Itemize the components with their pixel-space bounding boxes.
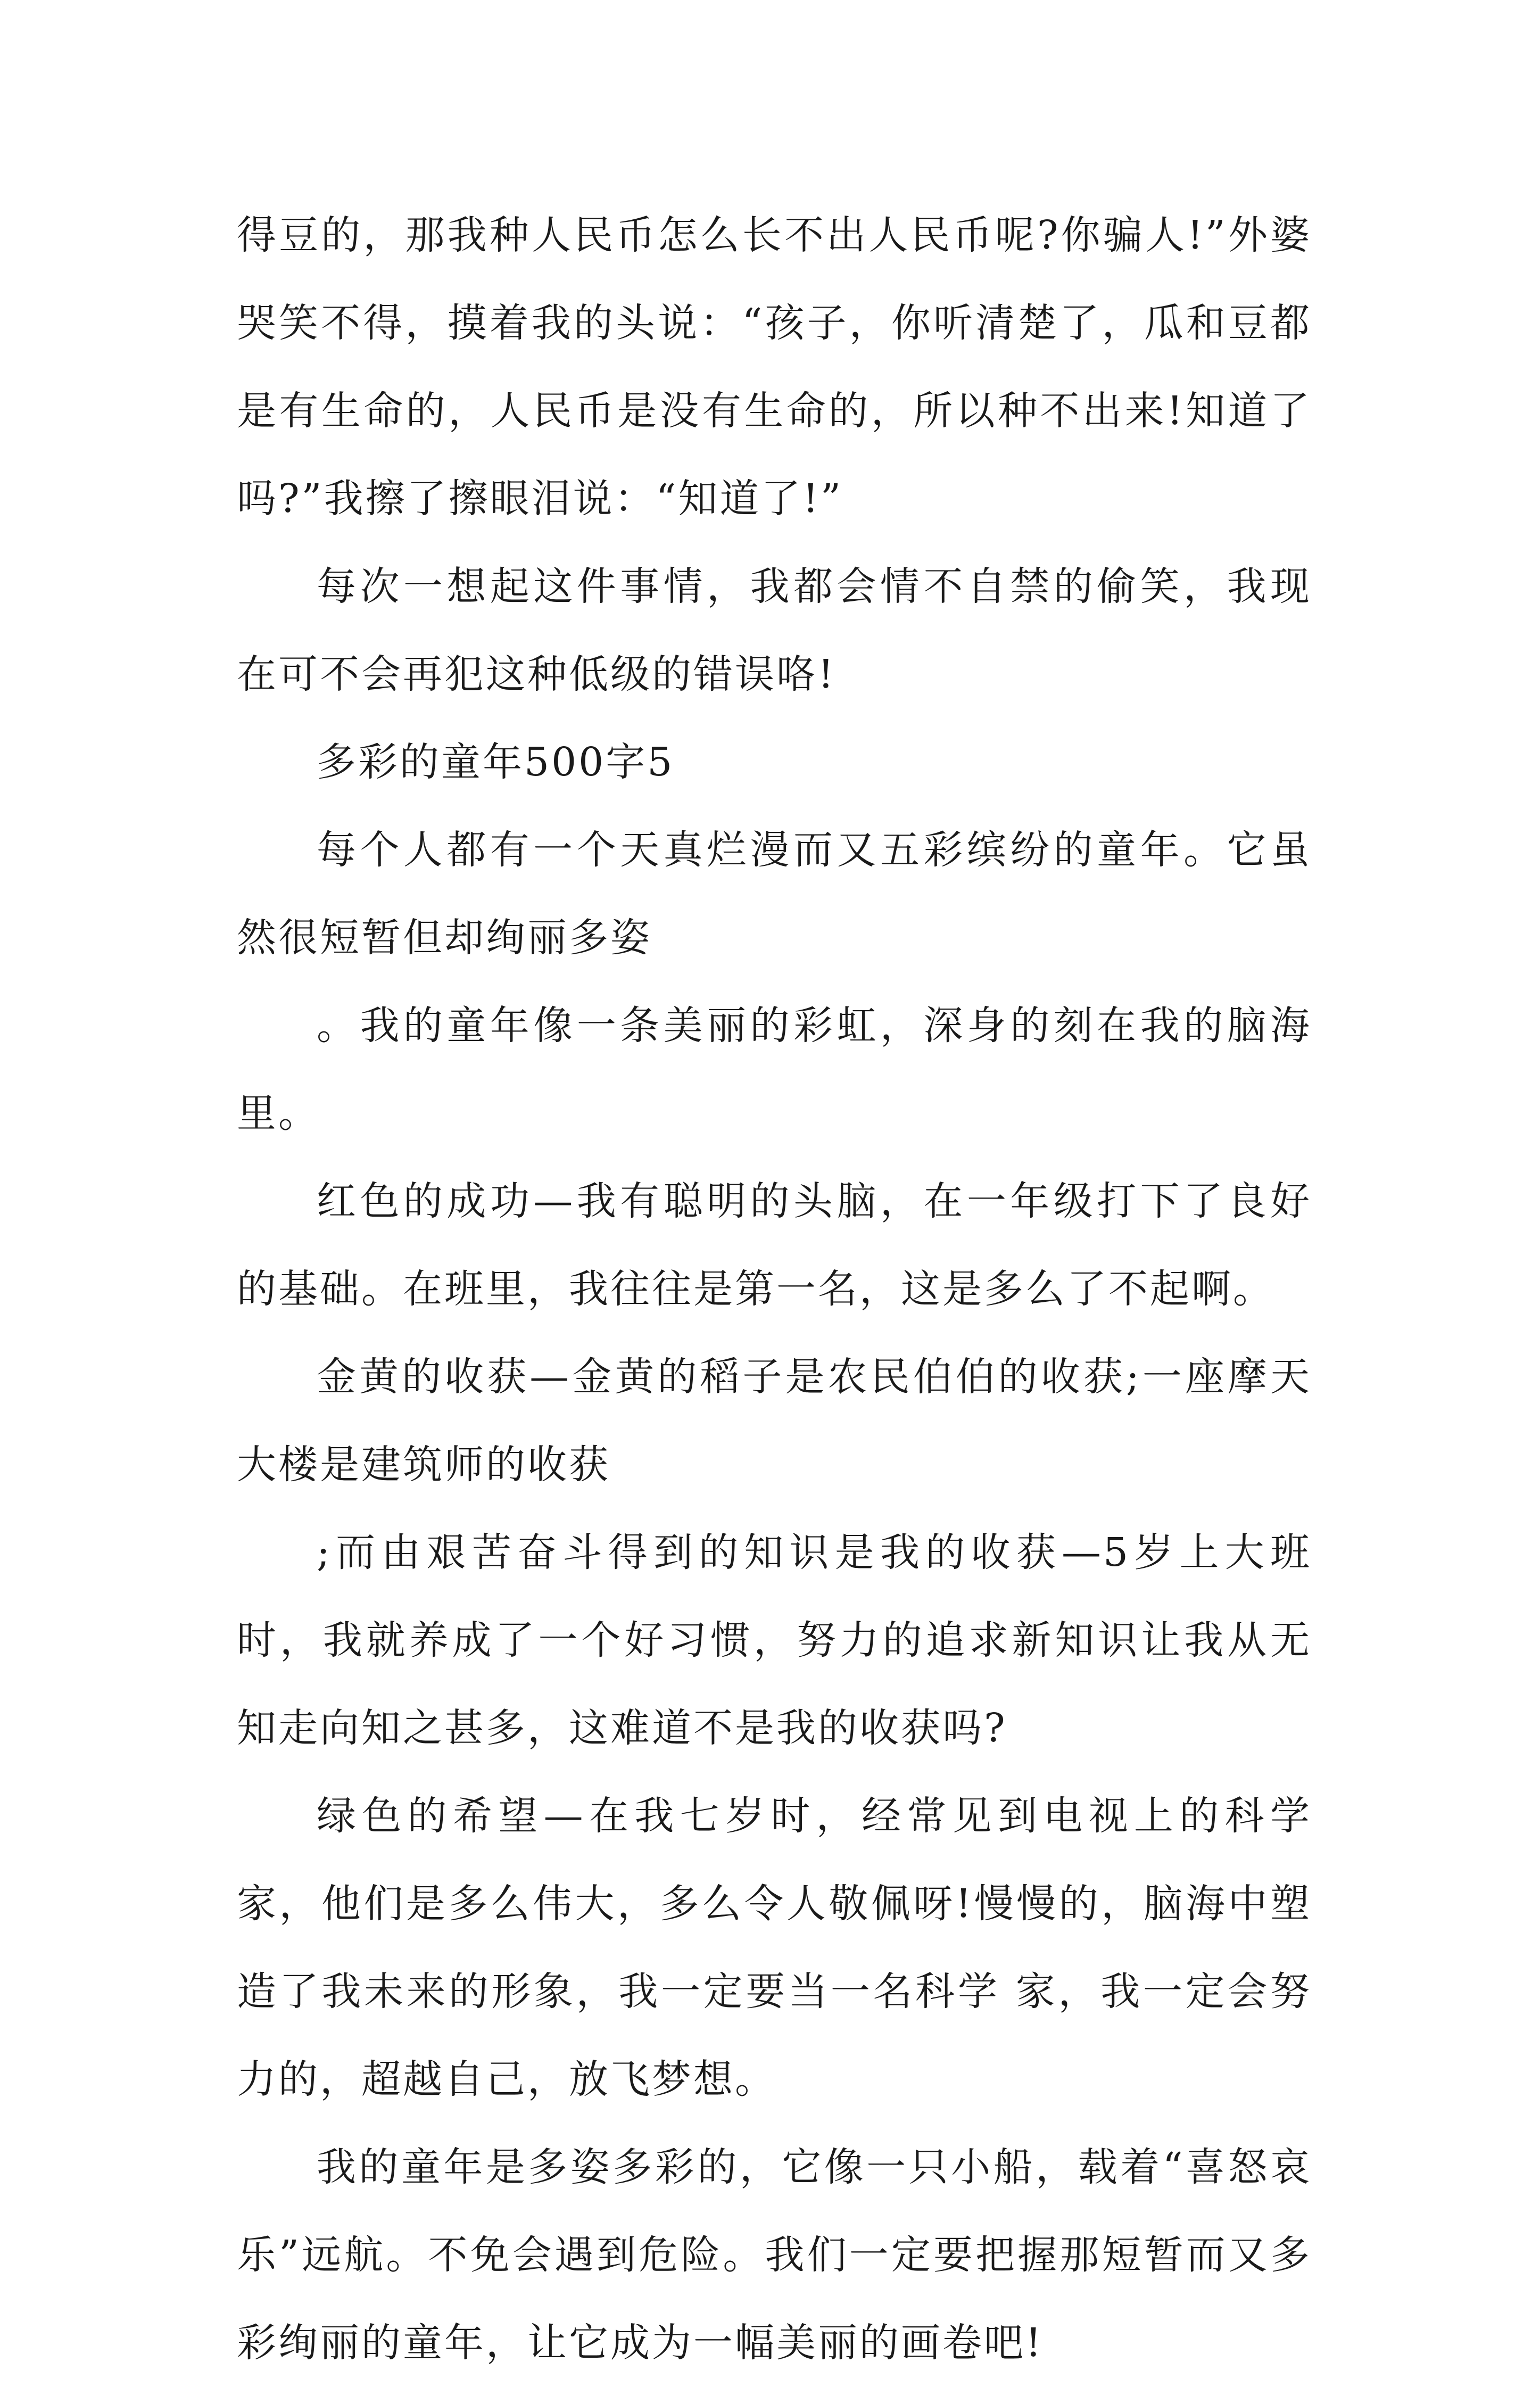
paragraph: 。我的童年像一条美丽的彩虹，深身的刻在我的脑海里。 [237,1003,1312,1136]
paragraph: 每次一想起这件事情，我都会情不自禁的偷笑，我现在可不会再犯这种低级的错误咯! [237,564,1312,697]
paragraph: ;而由艰苦奋斗得到的知识是我的收获—5岁上大班时，我就养成了一个好习惯，努力的追求新知识让我从无知走向知之甚多，这难道不是我的收获吗? [237,1530,1312,1751]
paragraph: 我的童年是多姿多彩的，它像一只小船，载着“喜怒哀乐”远航。不免会遇到危险。我们一定要把握那短暂而又多彩绚丽的童年，让它成为一幅美丽的画卷吧! [237,2144,1312,2366]
section-heading: 多彩的童年500字5 [317,739,675,785]
document-body [237,192,1312,2387]
paragraph: 每个人都有一个天真烂漫而又五彩缤纷的童年。它虽然很短暂但却绚丽多姿 [237,827,1312,961]
paragraph: 绿色的希望—在我七岁时，经常见到电视上的科学家，他们是多么伟大，多么令人敬佩呀!慢慢的，脑海中塑造了我未来的形象，我一定要当一名科学 家，我一定会努力的，超越自己，放飞梦想。 [237,1793,1312,2102]
paragraph-continuation: 得豆的，那我种人民币怎么长不出人民币呢?你骗人!”外婆哭笑不得，摸着我的头说：“孩子，你听清楚了，瓜和豆都是有生命的，人民币是没有生命的，所以种不出来!知道了吗?”我擦了擦眼泪说：“知道了!” [237,212,1312,522]
paragraph: 红色的成功—我有聪明的头脑，在一年级打下了良好的基础。在班里，我往往是第一名，这是多么了不起啊。 [237,1178,1312,1312]
paragraph: 金黄的收获—金黄的稻子是农民伯伯的收获;一座摩天大楼是建筑师的收获 [237,1354,1312,1488]
